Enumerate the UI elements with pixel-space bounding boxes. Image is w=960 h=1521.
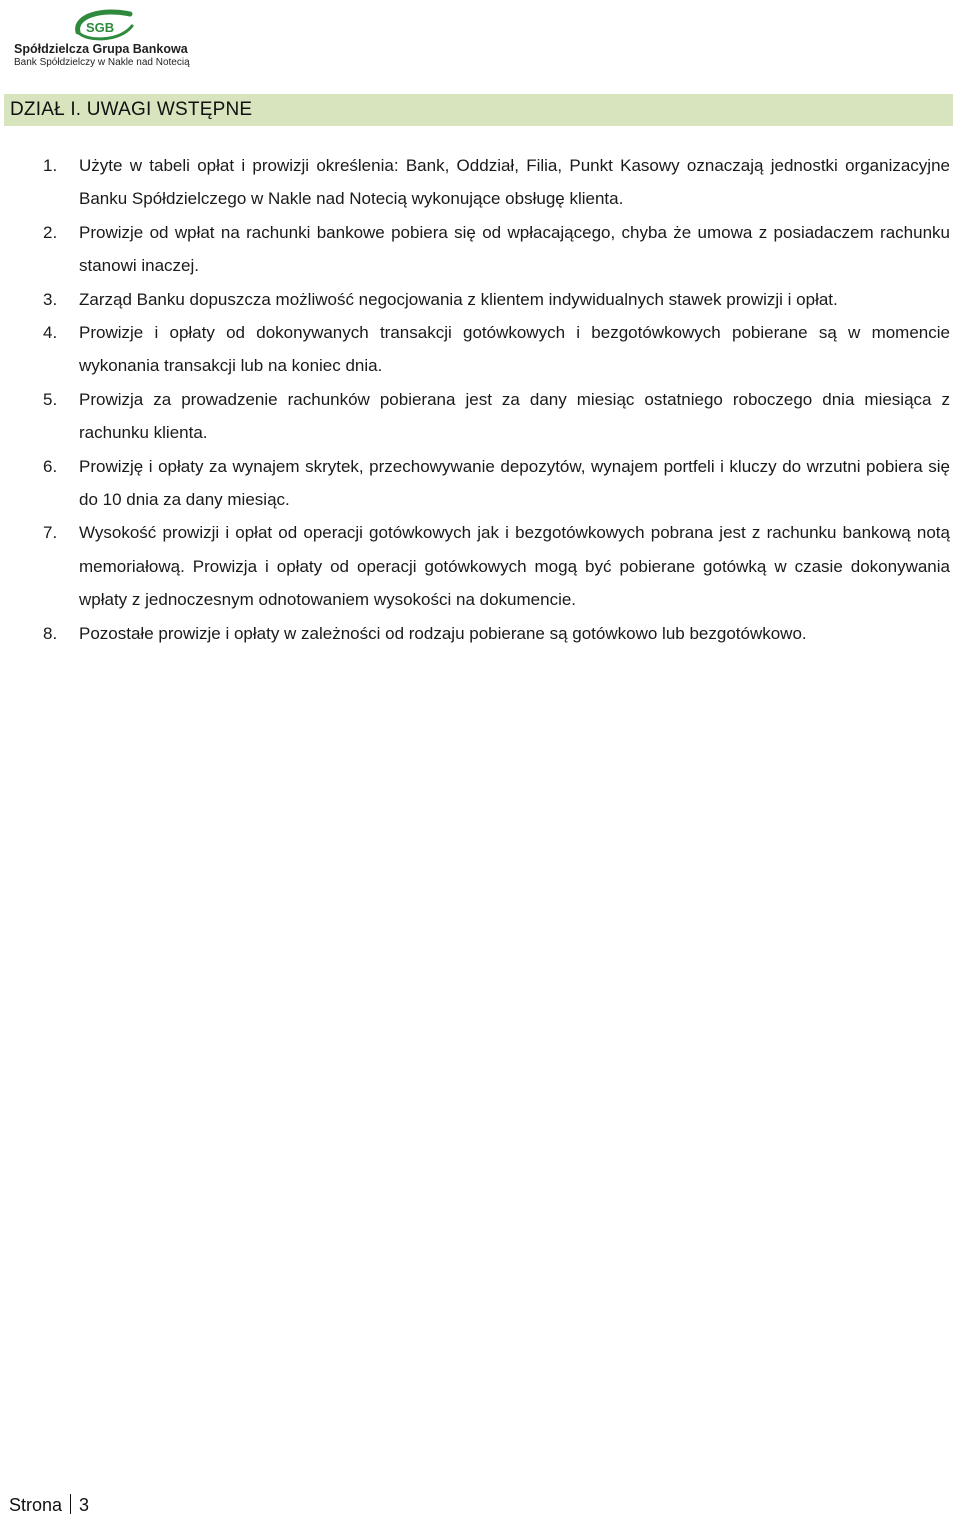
page-label: Strona [9, 1495, 63, 1515]
item-text: Zarząd Banku dopuszcza możliwość negocjowania z klientem indywidualnych stawek prowizji i opłat. [79, 289, 838, 309]
logo-name: Spółdzielcza Grupa Bankowa [14, 42, 188, 56]
item-text: Prowizje od wpłat na rachunki bankowe pobiera się od wpłacającego, chyba że umowa z posiadaczem rachunku stanowi inaczej. [79, 222, 950, 276]
item-text: Pozostałe prowizje i opłaty w zależności od rodzaju pobierane są gotówkowo lub bezgotówkowo. [79, 623, 807, 643]
item-number: 3. [43, 289, 58, 309]
list-item [0, 516, 960, 616]
list-item [0, 316, 960, 383]
footer-divider [70, 1494, 71, 1514]
page-number: 3 [79, 1495, 90, 1515]
item-text: Użyte w tabeli opłat i prowizji określenia: Bank, Oddział, Filia, Punkt Kasowy oznaczają jednostki organizacyjne Banku Spółdzielczego w Nakle nad Notecią wykonujące obsługę klienta. [79, 156, 950, 209]
section-title: DZIAŁ I. UWAGI WSTĘPNE [10, 99, 253, 120]
item-text: Prowizję i opłaty za wynajem skrytek, przechowywanie depozytów, wynajem portfeli i kluczy do wrzutni pobiera się do 10 dnia za dany miesiąc. [79, 456, 950, 510]
list-item [0, 283, 960, 316]
item-number: 5. [43, 389, 58, 409]
item-text: Prowizja za prowadzenie rachunków pobierana jest za dany miesiąc ostatniego roboczego dnia miesiąca z rachunku klienta. [79, 389, 950, 443]
item-number: 8. [43, 623, 58, 643]
section-header [4, 94, 953, 126]
item-text: Prowizje i opłaty od dokonywanych transakcji gotówkowych i bezgotówkowych pobierane są w momencie wykonania transakcji lub na koniec dnia. [79, 323, 950, 376]
item-number: 2. [43, 222, 58, 242]
logo-subtitle: Bank Spółdzielczy w Nakle nad Notecią [14, 57, 190, 68]
item-number: 6. [43, 456, 58, 476]
list-item [0, 450, 960, 517]
list-item [0, 617, 960, 650]
sgb-logo-icon [72, 6, 142, 44]
sgb-logo [12, 6, 202, 68]
item-number: 7. [43, 523, 58, 543]
list-item [0, 216, 960, 283]
list-item [0, 149, 960, 216]
page-footer [9, 1494, 89, 1516]
item-number: 1. [43, 156, 58, 175]
list-item [0, 383, 960, 450]
logo-mark: SGB [86, 20, 115, 35]
item-number: 4. [43, 323, 58, 343]
item-text: Wysokość prowizji i opłat od operacji gotówkowych jak i bezgotówkowych pobrana jest z rachunku bankową notą memoriałową. Prowizja i opłaty od operacji gotówkowych mogą być pobierane gotówką w czasie dokonywania wpłaty z jednoczesnym odnotowaniem wysokości na dokumencie. [79, 523, 950, 610]
remarks-list [0, 149, 960, 650]
